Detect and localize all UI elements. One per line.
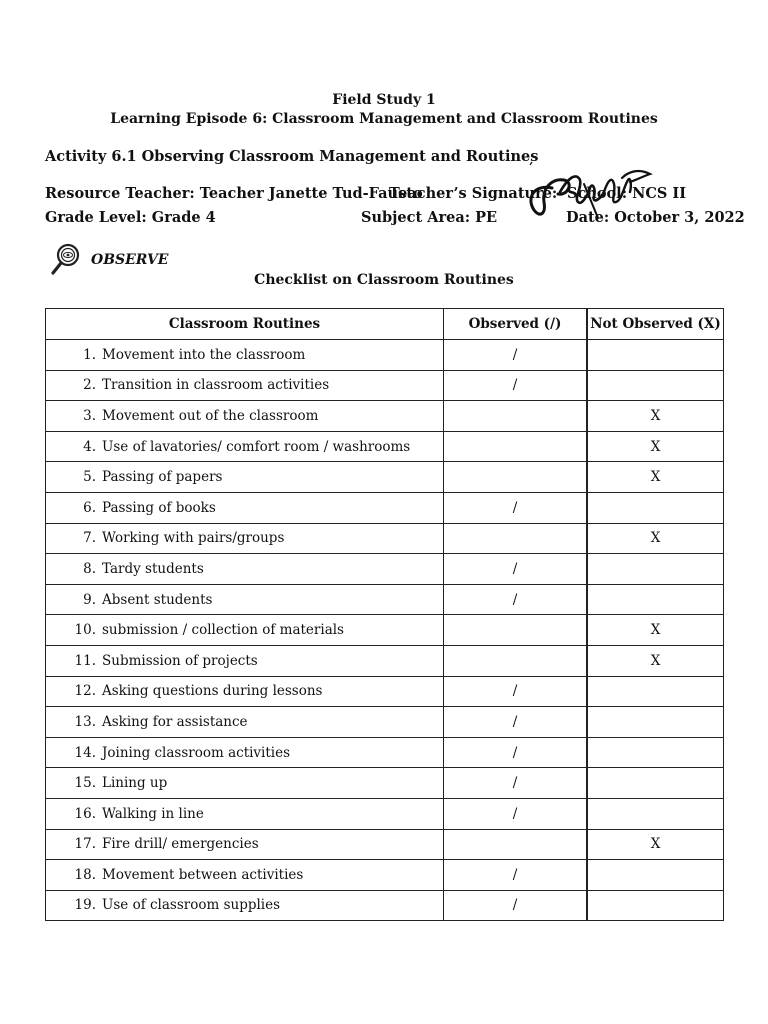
handwritten-signature [524, 158, 654, 224]
routine-cell [46, 554, 444, 585]
not-observed-mark [587, 554, 724, 585]
routine-name: Use of classroom supplies [102, 897, 281, 914]
not-observed-mark [587, 798, 724, 829]
table-row [46, 737, 724, 768]
table-row [46, 431, 724, 462]
table-row [46, 615, 724, 646]
observed-mark: / [444, 584, 588, 615]
routine-number: 11. [74, 652, 96, 669]
routine-cell [46, 584, 444, 615]
observed-mark: / [444, 860, 588, 891]
routine-cell [46, 737, 444, 768]
routine-number: 1. [83, 346, 96, 363]
routine-name: Lining up [102, 775, 168, 792]
routine-name: Transition in classroom activities [102, 377, 330, 394]
activity-title: Activity 6.1 Observing Classroom Management and Routines [45, 148, 539, 165]
observe-label: OBSERVE [91, 252, 169, 268]
routine-cell [46, 401, 444, 432]
routine-name: Asking questions during lessons [102, 683, 323, 700]
table-row [46, 340, 724, 371]
routine-name: Asking for assistance [102, 713, 248, 730]
routine-name: Movement out of the classroom [102, 407, 319, 424]
header-not-observed: Not Observed (X) [587, 309, 724, 340]
not-observed-mark [587, 584, 724, 615]
routine-cell [46, 768, 444, 799]
not-observed-mark [587, 676, 724, 707]
observed-mark: / [444, 707, 588, 738]
observed-mark [444, 829, 588, 860]
routine-cell [46, 615, 444, 646]
routine-cell [46, 860, 444, 891]
routines-checklist-table [45, 308, 724, 921]
routine-number: 9. [83, 591, 96, 608]
routine-name: Use of lavatories/ comfort room / washrooms [102, 438, 411, 455]
routine-number: 6. [83, 499, 96, 516]
table-row [46, 554, 724, 585]
routine-name: Fire drill/ emergencies [102, 836, 259, 853]
routine-name: Movement into the classroom [102, 346, 306, 363]
observed-mark: / [444, 737, 588, 768]
table-row [46, 829, 724, 860]
table-row [46, 401, 724, 432]
routine-number: 10. [74, 622, 96, 639]
subject-area: Subject Area: PE [361, 209, 498, 226]
table-header-row [46, 309, 724, 340]
routine-number: 3. [83, 407, 96, 424]
observation-date: Date: October 3, 2022 [566, 209, 745, 226]
document-title: Field Study 1 [332, 92, 436, 108]
not-observed-mark: X [587, 829, 724, 860]
routine-name: Passing of books [102, 499, 216, 516]
routine-cell [46, 645, 444, 676]
routine-number: 13. [74, 713, 96, 730]
routine-name: Movement between activities [102, 866, 304, 883]
observed-mark: / [444, 554, 588, 585]
routine-number: 16. [74, 805, 96, 822]
table-row [46, 645, 724, 676]
grade-level: Grade Level: Grade 4 [45, 209, 216, 226]
table-row [46, 584, 724, 615]
observed-mark [444, 462, 588, 493]
document-subtitle: Learning Episode 6: Classroom Management and Classroom Routines [110, 111, 658, 127]
observed-mark: / [444, 370, 588, 401]
not-observed-mark [587, 707, 724, 738]
observed-mark: / [444, 890, 588, 921]
routine-number: 18. [74, 866, 96, 883]
routine-number: 2. [83, 377, 96, 394]
routine-name: Absent students [102, 591, 213, 608]
routine-cell [46, 462, 444, 493]
routine-cell [46, 431, 444, 462]
school-name: School: NCS II [567, 185, 686, 202]
not-observed-mark [587, 737, 724, 768]
routine-number: 8. [83, 560, 96, 577]
table-row [46, 707, 724, 738]
observed-mark [444, 523, 588, 554]
header-classroom-routines: Classroom Routines [46, 309, 444, 340]
not-observed-mark: X [587, 462, 724, 493]
not-observed-mark [587, 370, 724, 401]
table-row [46, 860, 724, 891]
observed-mark [444, 615, 588, 646]
magnifier-icon [50, 242, 82, 276]
routine-number: 7. [83, 530, 96, 547]
resource-teacher: Resource Teacher: Teacher Janette Tud-Fausto [45, 185, 423, 202]
table-row [46, 768, 724, 799]
routine-name: Walking in line [102, 805, 204, 822]
observed-mark [444, 645, 588, 676]
observed-mark: / [444, 340, 588, 371]
table-row [46, 798, 724, 829]
observed-mark: / [444, 768, 588, 799]
not-observed-mark [587, 860, 724, 891]
routine-cell [46, 370, 444, 401]
routine-cell [46, 707, 444, 738]
routine-name: Working with pairs/groups [102, 530, 285, 547]
table-row [46, 370, 724, 401]
routine-number: 5. [83, 469, 96, 486]
table-row [46, 523, 724, 554]
observed-mark: / [444, 492, 588, 523]
table-row [46, 462, 724, 493]
table-row [46, 676, 724, 707]
not-observed-mark [587, 492, 724, 523]
not-observed-mark: X [587, 645, 724, 676]
table-row [46, 492, 724, 523]
not-observed-mark [587, 768, 724, 799]
routine-number: 17. [74, 836, 96, 853]
routine-number: 12. [74, 683, 96, 700]
not-observed-mark [587, 340, 724, 371]
checklist-title: Checklist on Classroom Routines [254, 272, 514, 288]
observed-mark [444, 401, 588, 432]
routine-cell [46, 890, 444, 921]
routine-name: Submission of projects [102, 652, 258, 669]
routine-cell [46, 492, 444, 523]
not-observed-mark: X [587, 431, 724, 462]
routine-cell [46, 676, 444, 707]
routine-number: 14. [74, 744, 96, 761]
routine-cell [46, 798, 444, 829]
observed-mark [444, 431, 588, 462]
routine-cell [46, 829, 444, 860]
table-row [46, 890, 724, 921]
routine-name: Joining classroom activities [102, 744, 291, 761]
observed-mark: / [444, 676, 588, 707]
routine-number: 15. [74, 775, 96, 792]
observed-mark: / [444, 798, 588, 829]
routine-number: 19. [74, 897, 96, 914]
routine-cell [46, 340, 444, 371]
not-observed-mark: X [587, 401, 724, 432]
routine-name: Passing of papers [102, 469, 223, 486]
routine-cell [46, 523, 444, 554]
not-observed-mark [587, 890, 724, 921]
not-observed-mark: X [587, 523, 724, 554]
signature-label: Teacher’s Signature: [389, 185, 558, 202]
routine-name: Tardy students [102, 560, 204, 577]
not-observed-mark: X [587, 615, 724, 646]
routine-name: submission / collection of materials [102, 622, 344, 639]
header-observed: Observed (/) [444, 309, 588, 340]
routine-number: 4. [83, 438, 96, 455]
